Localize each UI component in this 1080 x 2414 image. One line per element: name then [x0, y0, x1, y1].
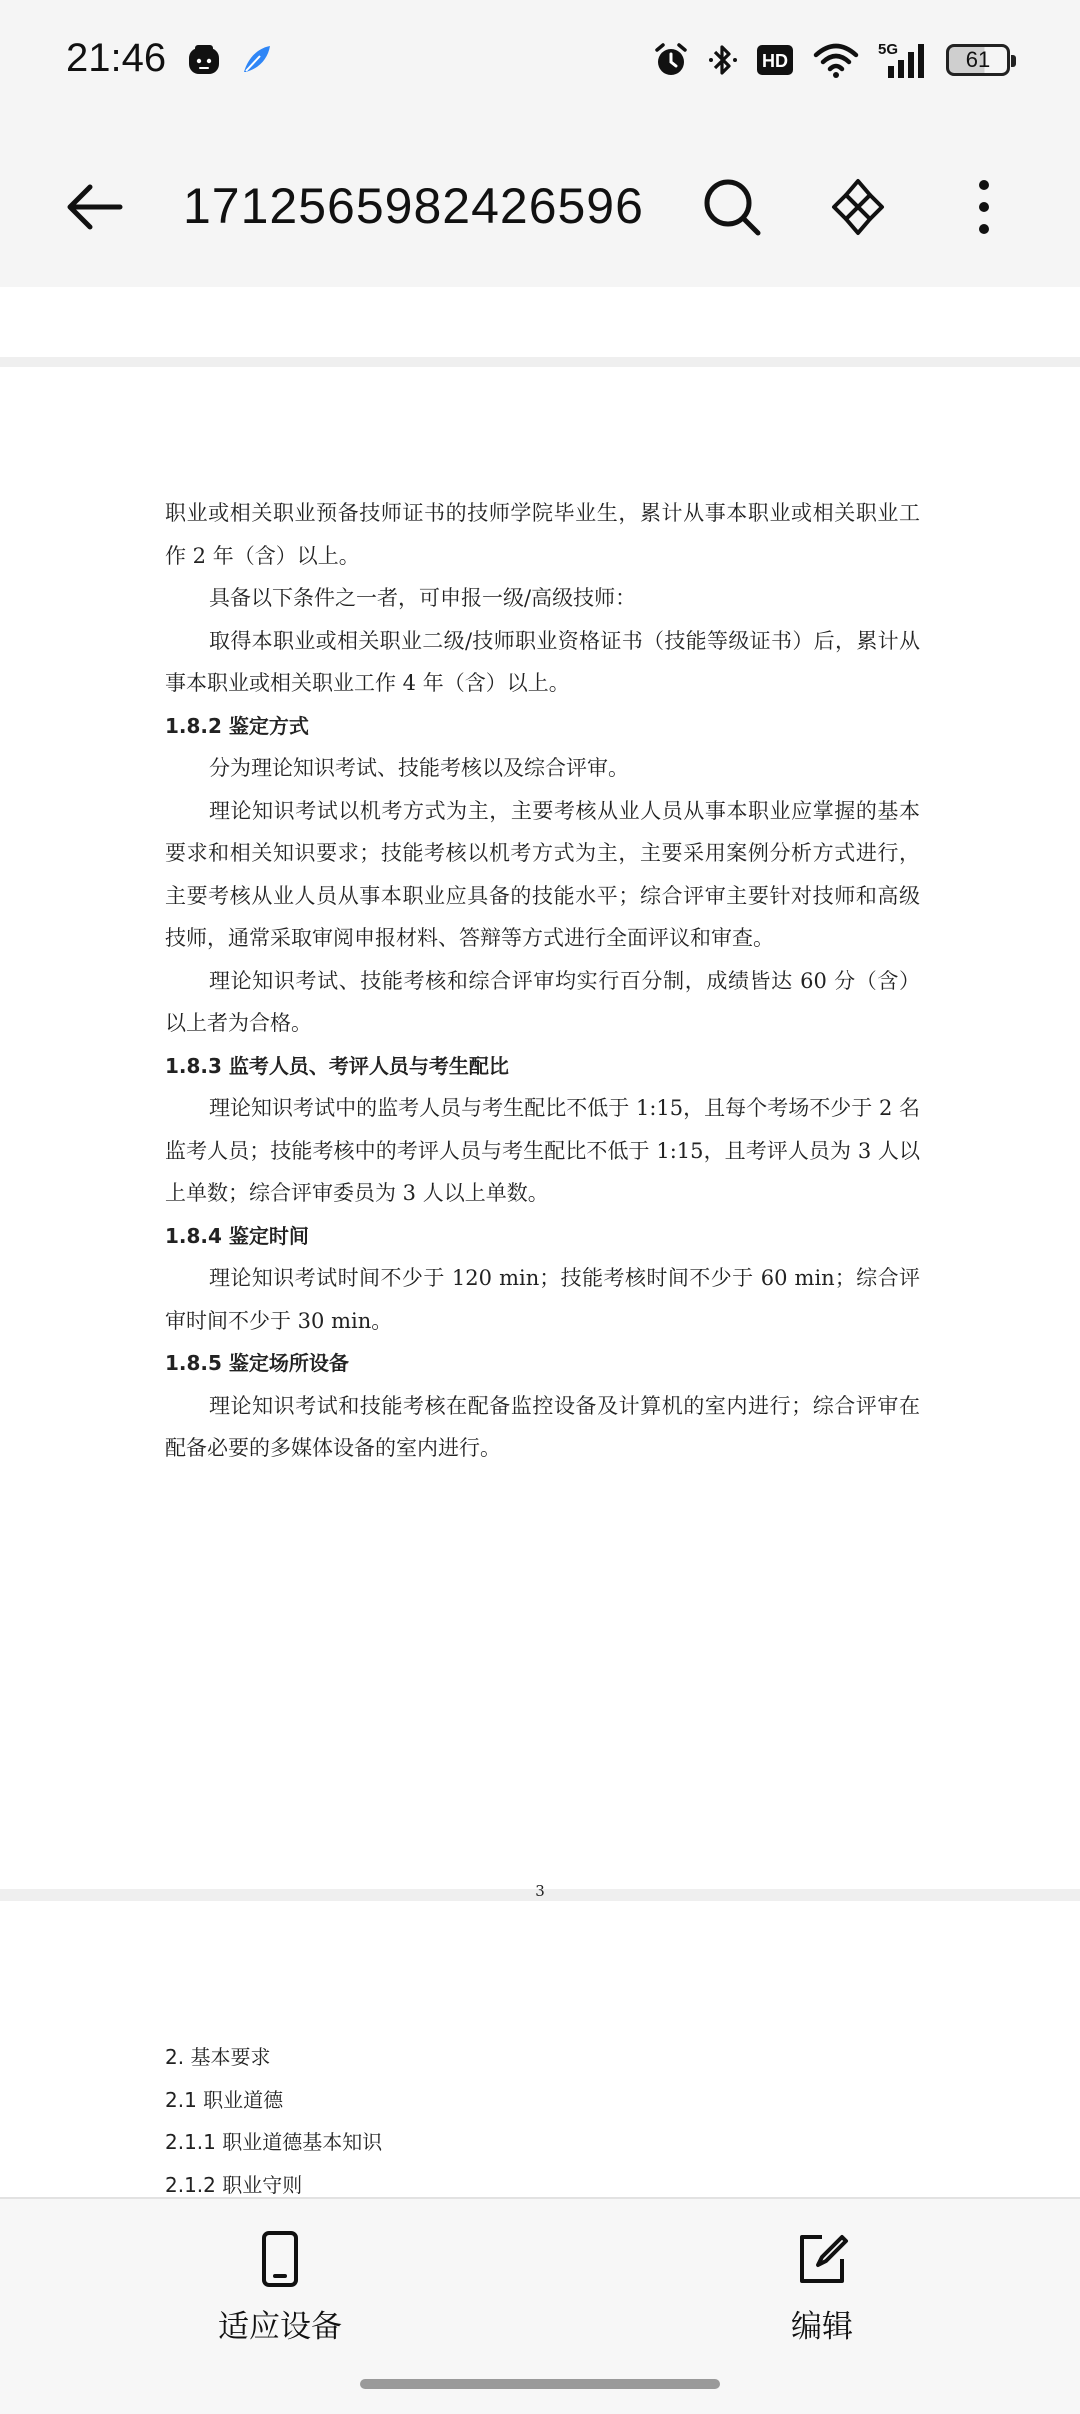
- section-heading: 1.8.2 鉴定方式: [165, 713, 309, 738]
- battery-icon: [946, 44, 1010, 76]
- ghost-app-icon: [186, 42, 222, 78]
- page-text: [165, 2036, 920, 2197]
- section-heading: 1.8.3 监考人员、考评人员与考生配比: [165, 1053, 509, 1078]
- edit-button[interactable]: [692, 2229, 952, 2359]
- fit-device-label: 适应设备: [218, 2309, 342, 2345]
- ai-assistant-icon[interactable]: [826, 175, 890, 239]
- section-heading: 1.8.5 鉴定场所设备: [165, 1351, 349, 1375]
- more-vertical-icon[interactable]: [952, 175, 1016, 239]
- paragraph: 理论知识考试、技能考核和综合评审均实行百分制，成绩皆达 60 分（含）以上者为合格。: [165, 968, 920, 1035]
- paragraph: 具备以下条件之一者，可申报一级/高级技师：: [209, 586, 637, 610]
- paragraph: 取得本职业或相关职业二级/技师职业资格证书（技能等级证书）后，累计从事本职业或相关职业工作 4 年（含）以上。: [165, 628, 920, 695]
- paragraph: 分为理论知识考试、技能考核以及综合评审。: [209, 756, 629, 780]
- phone-icon: [250, 2229, 310, 2289]
- paragraph: 理论知识考试和技能考核在配备监控设备及计算机的室内进行；综合评审在配备必要的多媒体设备的室内进行。: [165, 1393, 920, 1460]
- paragraph: 理论知识考试中的监考人员与考生配比不低于 1:15，且每个考场不少于 2 名监考人员；技能考核中的考评人员与考生配比不低于 1:15，且考评人员为 3 人以上单数；综合评审委员为 3 人以上单数。: [165, 1096, 920, 1205]
- page-text: [165, 492, 920, 1470]
- svg-text:HD: HD: [762, 51, 788, 71]
- section-heading: 2.1 职业道德: [165, 2087, 284, 2112]
- status-time: 21:46: [66, 36, 167, 80]
- bluetooth-icon: [708, 41, 738, 79]
- page-number: 3: [535, 1882, 545, 1900]
- hd-icon: [756, 43, 794, 77]
- document-title: 1712565982426596: [183, 178, 644, 234]
- document-page-next: [0, 1901, 1080, 2197]
- app-bar: [0, 125, 1080, 287]
- document-viewer[interactable]: [0, 287, 1080, 2197]
- document-page: [0, 367, 1080, 1900]
- previous-page-bottom: [0, 287, 1080, 357]
- feather-app-icon: [238, 42, 274, 78]
- home-indicator[interactable]: [360, 2379, 720, 2389]
- section-heading: 2. 基本要求: [165, 2045, 271, 2069]
- svg-text:5G: 5G: [878, 41, 899, 58]
- back-arrow-icon[interactable]: [60, 177, 130, 237]
- edit-label: 编辑: [791, 2309, 853, 2345]
- paragraph: 理论知识考试时间不少于 120 min；技能考核时间不少于 60 min；综合评审时间不少于 30 min。: [165, 1266, 920, 1333]
- section-heading: 2.1.2 职业守则: [165, 2172, 303, 2197]
- battery-level: 61: [965, 47, 991, 72]
- fit-device-button[interactable]: [150, 2229, 410, 2359]
- signal-icon: [878, 40, 928, 80]
- status-bar: [0, 0, 1080, 125]
- search-icon[interactable]: [700, 175, 764, 239]
- alarm-icon: [652, 41, 690, 79]
- section-heading: 2.1.1 职业道德基本知识: [165, 2130, 383, 2154]
- paragraph: 理论知识考试以机考方式为主，主要考核从业人员从事本职业应掌握的基本要求和相关知识要求；技能考核以机考方式为主，主要采用案例分析方式进行，主要考核从业人员从事本职业应具备的技能水平；综合评审主要针对技师和高级技师，通常采取审阅申报材料、答辩等方式进行全面评议和审查。: [165, 798, 920, 950]
- edit-icon: [792, 2229, 852, 2289]
- wifi-icon: [812, 41, 860, 79]
- paragraph: 职业或相关职业预备技师证书的技师学院毕业生，累计从事本职业或相关职业工作 2 年（含）以上。: [165, 501, 920, 568]
- section-heading: 1.8.4 鉴定时间: [165, 1223, 309, 1248]
- status-icons: [652, 40, 1010, 80]
